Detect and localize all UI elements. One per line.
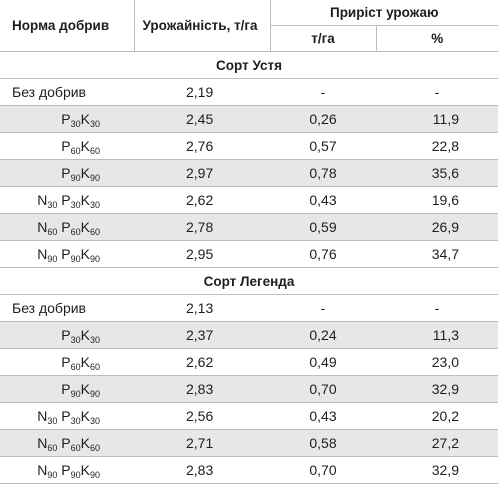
cell-increase-abs: 0,43 [270, 187, 376, 214]
table-row [0, 349, 498, 376]
cell-rate: $P_{90}K_{90}$ [0, 376, 134, 403]
cell-increase-abs: 0,59 [270, 214, 376, 241]
cell-rate: $N_{60}$ $P_{60}K_{60}$ [0, 430, 134, 457]
cell-increase-abs: - [270, 295, 376, 322]
cell-increase-pct: - [376, 79, 498, 106]
cell-increase-abs: 0,24 [270, 322, 376, 349]
cell-rate: $N_{30}$ $P_{30}K_{30}$ [0, 403, 134, 430]
cell-increase-abs: 0,70 [270, 457, 376, 484]
column-header-pct: % [376, 26, 498, 52]
table-body [0, 52, 498, 484]
cell-yield: 2,95 [134, 241, 270, 268]
cell-increase-abs: 0,70 [270, 376, 376, 403]
cell-yield: 2,45 [134, 106, 270, 133]
cell-rate: $P_{30}K_{30}$ [0, 322, 134, 349]
table-row [0, 79, 498, 106]
section-row [0, 52, 498, 79]
section-title: Сорт Легенда [0, 268, 498, 295]
table-row [0, 295, 498, 322]
cell-increase-pct: 32,9 [376, 376, 498, 403]
cell-increase-pct: 11,9 [376, 106, 498, 133]
cell-rate: Без добрив [0, 295, 134, 322]
cell-yield: 2,76 [134, 133, 270, 160]
table-row [0, 430, 498, 457]
cell-increase-pct: - [376, 295, 498, 322]
cell-rate: $P_{90}K_{90}$ [0, 160, 134, 187]
cell-yield: 2,19 [134, 79, 270, 106]
cell-rate: $N_{90}$ $P_{90}K_{90}$ [0, 457, 134, 484]
table-row [0, 187, 498, 214]
cell-increase-abs: 0,43 [270, 403, 376, 430]
cell-increase-pct: 27,2 [376, 430, 498, 457]
cell-rate: $N_{30}$ $P_{30}K_{30}$ [0, 187, 134, 214]
cell-rate: $P_{60}K_{60}$ [0, 133, 134, 160]
cell-yield: 2,97 [134, 160, 270, 187]
cell-yield: 2,62 [134, 187, 270, 214]
cell-yield: 2,83 [134, 376, 270, 403]
table-row [0, 403, 498, 430]
table-row [0, 322, 498, 349]
cell-rate: Без добрив [0, 79, 134, 106]
cell-yield: 2,62 [134, 349, 270, 376]
table-row [0, 106, 498, 133]
cell-increase-abs: 0,78 [270, 160, 376, 187]
cell-increase-pct: 35,6 [376, 160, 498, 187]
cell-increase-abs: 0,76 [270, 241, 376, 268]
cell-increase-abs: 0,49 [270, 349, 376, 376]
cell-yield: 2,78 [134, 214, 270, 241]
cell-increase-pct: 19,6 [376, 187, 498, 214]
cell-rate: $N_{90}$ $P_{90}K_{90}$ [0, 241, 134, 268]
table-row [0, 133, 498, 160]
column-header-yield: Урожайність, т/га [134, 0, 270, 52]
cell-rate: $P_{60}K_{60}$ [0, 349, 134, 376]
cell-increase-pct: 11,3 [376, 322, 498, 349]
column-header-rate: Норма добрив [0, 0, 134, 52]
section-row [0, 268, 498, 295]
column-header-abs: т/га [270, 26, 376, 52]
cell-increase-pct: 22,8 [376, 133, 498, 160]
cell-increase-abs: - [270, 79, 376, 106]
cell-yield: 2,56 [134, 403, 270, 430]
cell-yield: 2,83 [134, 457, 270, 484]
cell-increase-pct: 23,0 [376, 349, 498, 376]
section-title: Сорт Устя [0, 52, 498, 79]
table-row [0, 457, 498, 484]
cell-increase-abs: 0,58 [270, 430, 376, 457]
cell-increase-pct: 20,2 [376, 403, 498, 430]
table-row [0, 241, 498, 268]
table-row [0, 376, 498, 403]
cell-yield: 2,37 [134, 322, 270, 349]
cell-yield: 2,71 [134, 430, 270, 457]
cell-increase-abs: 0,26 [270, 106, 376, 133]
cell-rate: $N_{60}$ $P_{60}K_{60}$ [0, 214, 134, 241]
table-row [0, 214, 498, 241]
table-header [0, 0, 498, 52]
table-row [0, 160, 498, 187]
column-header-increase: Приріст урожаю [270, 0, 498, 26]
cell-increase-pct: 32,9 [376, 457, 498, 484]
cell-increase-pct: 34,7 [376, 241, 498, 268]
cell-yield: 2,13 [134, 295, 270, 322]
cell-rate: $P_{30}K_{30}$ [0, 106, 134, 133]
cell-increase-pct: 26,9 [376, 214, 498, 241]
cell-increase-abs: 0,57 [270, 133, 376, 160]
